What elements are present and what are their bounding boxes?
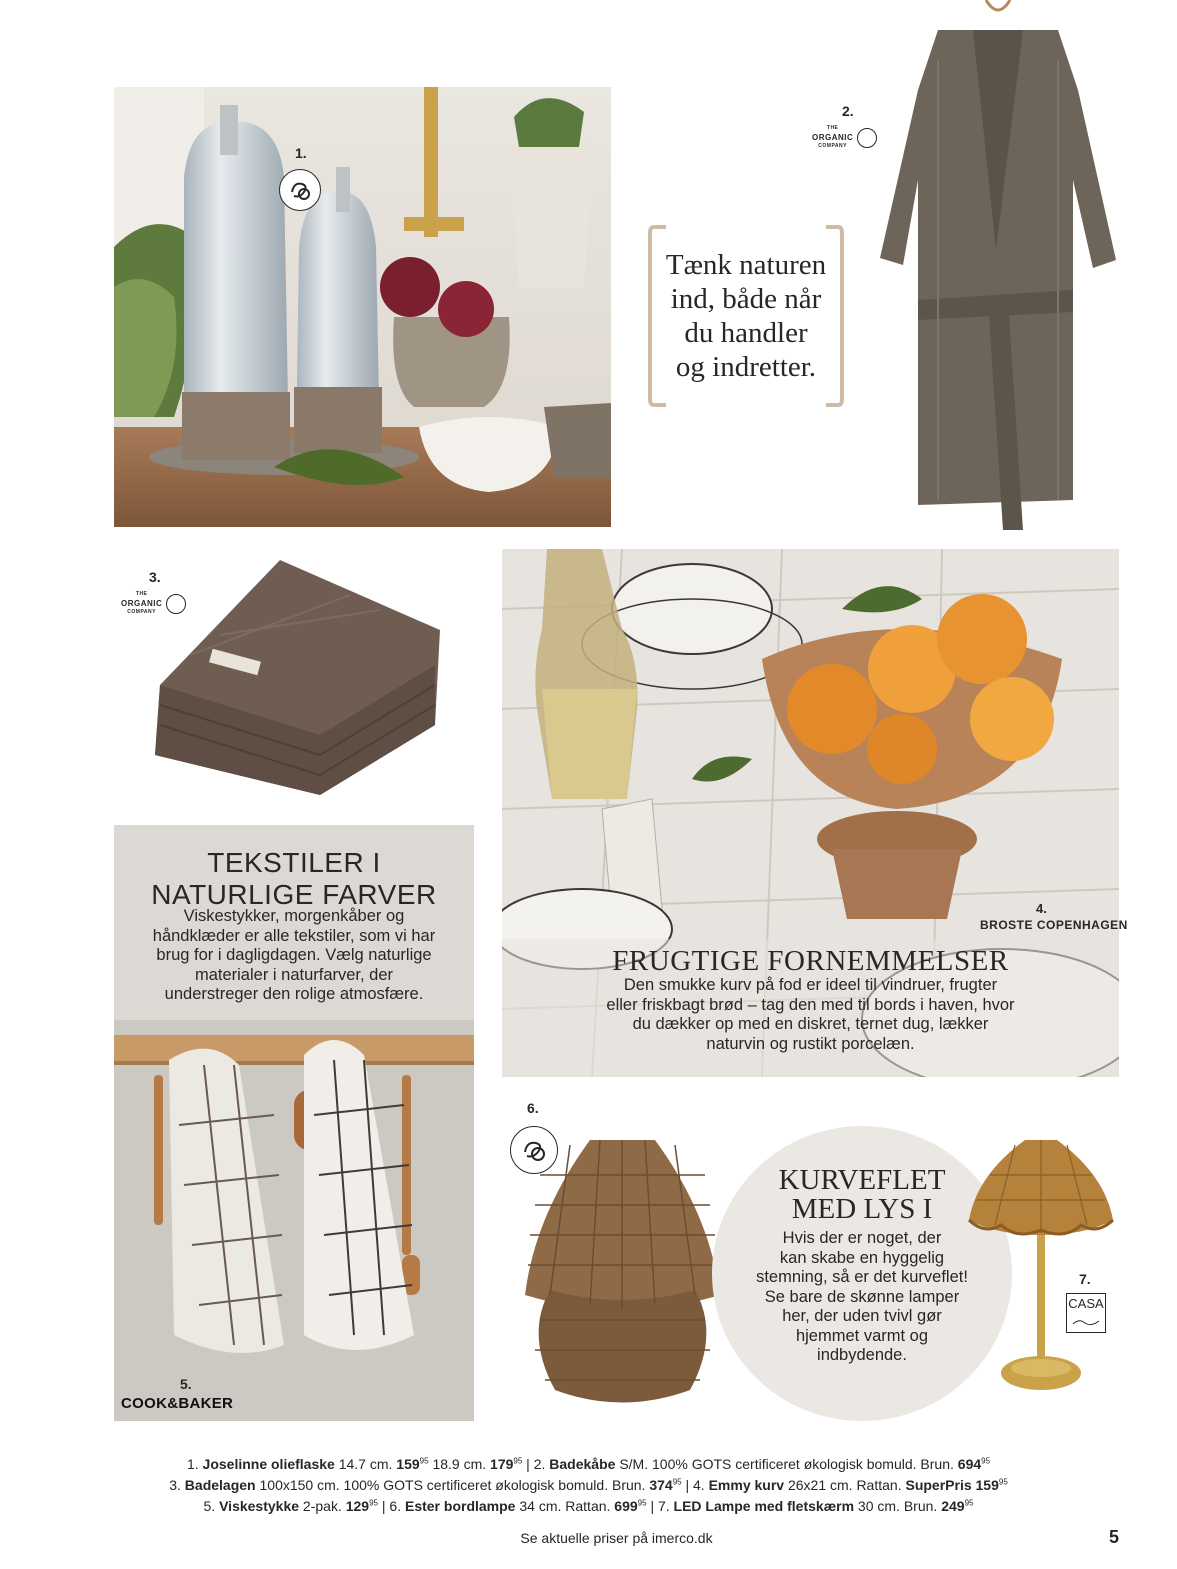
textiles-body-line: understreger den rolige atmosfære. (164, 985, 424, 1003)
price: 179 (490, 1456, 514, 1472)
price: 694 (957, 1456, 982, 1472)
brand-line: ORGANIC (812, 133, 854, 142)
lamps-body-line: hjemmet varmt og (795, 1326, 929, 1345)
textiles-headline: TEKSTILER I (207, 847, 381, 878)
price-text: 5. (203, 1498, 220, 1514)
price-line-1 (0, 1456, 1177, 1472)
fruit-body-line: eller friskbagt brød – tag den med til bords i haven, hvor (606, 995, 1015, 1014)
product-name: Joselinne olieflaske (202, 1456, 335, 1472)
lamps-body-line: indbydende. (817, 1346, 907, 1364)
brand-line: COMPANY (818, 143, 847, 149)
cook-and-baker-logo: COOK&BAKER (121, 1395, 234, 1412)
casa-logo-text: CASA (1068, 1296, 1104, 1311)
broste-copenhagen-logo: BROSTE COPENHAGEN (980, 918, 1128, 932)
item-number-7: 7. (1079, 1271, 1091, 1287)
organic-company-logo (812, 124, 877, 151)
item-number-2: 2. (842, 103, 854, 119)
price-cents: 95 (964, 1498, 974, 1508)
price-text: 2-pak. (299, 1498, 346, 1514)
fruit-body-line: Den smukke kurv på fod er ideel til vindruer, frugter (623, 976, 998, 994)
price-text: | 2. (522, 1456, 550, 1472)
quote-line: du handler (684, 317, 808, 349)
price-text: 30 cm. Brun. (854, 1498, 942, 1514)
lamps-body-line: stemning, så er det kurveflet! (756, 1268, 968, 1286)
price-text: 26x21 cm. Rattan. (784, 1477, 906, 1493)
textiles-body-line: Viskestykker, morgenkåber og (183, 907, 405, 925)
item-number-1: 1. (295, 145, 307, 161)
price: 129 (345, 1498, 370, 1514)
blanket-photo (150, 555, 445, 800)
rattan-table-lamp-photo (520, 1135, 725, 1410)
lamps-body-line: Se bare de skønne lamper (764, 1287, 960, 1306)
textiles-body-line: brug for i dagligdagen. Vælg naturlige (156, 946, 432, 964)
bathrobe-photo (878, 0, 1118, 535)
price-text: 100x150 cm. 100% GOTS certificeret økologisk bomuld. Brun. (255, 1477, 650, 1493)
price-text: 34 cm. Rattan. (515, 1498, 615, 1514)
product-name: LED Lampe med fletskærm (673, 1498, 855, 1514)
fruit-body-line: naturvin og rustikt porcelæn. (706, 1034, 915, 1053)
item-number-5: 5. (180, 1376, 192, 1392)
oil-bottles-photo (114, 87, 611, 527)
price: 699 (614, 1498, 638, 1514)
product-name: Badekåbe (549, 1456, 616, 1472)
fruit-body (502, 976, 1119, 1054)
product-name: Emmy kurv (708, 1477, 785, 1493)
price-text: | 6. (378, 1498, 405, 1514)
brand-line: THE (826, 125, 839, 131)
lamps-body-line: kan skabe en hyggelig (779, 1248, 945, 1267)
lamps-body-line: her, der uden tvivl gør (782, 1307, 942, 1325)
textiles-body-line: materialer i naturfarver, der (194, 965, 394, 984)
price-cents: 95 (419, 1456, 429, 1466)
website-link[interactable]: Se aktuelle priser på imerco.dk (520, 1530, 713, 1546)
price-cents: 95 (369, 1498, 378, 1508)
item-number-6: 6. (527, 1100, 539, 1116)
brand-line: THE (135, 591, 148, 597)
quote-box (648, 225, 844, 407)
price-cents: 95 (998, 1477, 1008, 1487)
product-name: Viskestykke (219, 1498, 300, 1514)
price-text: 3. (169, 1477, 185, 1493)
item-number-3: 3. (149, 569, 161, 585)
price-line-3 (0, 1498, 1177, 1514)
lamps-headline: MED LYS I (791, 1193, 933, 1225)
price-text: | 7. (646, 1498, 674, 1514)
price-cents: 95 (672, 1477, 682, 1487)
price: 374 (649, 1477, 673, 1493)
quote-line: og indretter. (675, 351, 817, 383)
lene-bjerre-logo (279, 169, 321, 211)
textiles-headline: NATURLIGE FARVER (151, 879, 437, 910)
price-text: | 4. (681, 1477, 709, 1493)
textiles-body-line: håndklæder er alle tekstiler, som vi har (152, 926, 436, 945)
led-lamp-photo (965, 1135, 1117, 1395)
price-text: 14.7 cm. (334, 1456, 397, 1472)
product-name: Badelagen (184, 1477, 256, 1493)
brand-line: ORGANIC (121, 599, 163, 608)
price-cents: 95 (513, 1456, 523, 1466)
price-cents: 95 (981, 1456, 991, 1466)
product-name: Ester bordlampe (404, 1498, 516, 1514)
casa-living-logo (1066, 1293, 1106, 1333)
lamps-body-line: Hvis der er noget, der (782, 1229, 942, 1247)
item-number-4: 4. (1036, 901, 1047, 916)
fruit-body-line: du dækker op med en diskret, ternet dug, lækker (632, 1015, 989, 1033)
price-line-2 (0, 1477, 1177, 1493)
lamps-headline: KURVEFLET (778, 1164, 946, 1196)
price: 159 (396, 1456, 420, 1472)
price-cents: 95 (637, 1498, 647, 1508)
price-text: S/M. 100% GOTS certificeret økologisk bomuld. Brun. (615, 1456, 958, 1472)
price-text: 1. (186, 1456, 203, 1472)
page-number: 5 (1109, 1527, 1120, 1547)
quote-line: Tænk naturen (665, 249, 827, 281)
fruit-headline: FRUGTIGE FORNEMMELSER (612, 945, 1009, 977)
price: SuperPris 159 (905, 1477, 999, 1493)
price: 249 (941, 1498, 965, 1514)
quote-line: ind, både når (670, 283, 822, 315)
organic-seal-icon (857, 128, 877, 148)
brand-line: COMPANY (127, 609, 156, 615)
tea-towels-photo (114, 825, 474, 1421)
price-text: 18.9 cm. (428, 1456, 491, 1472)
